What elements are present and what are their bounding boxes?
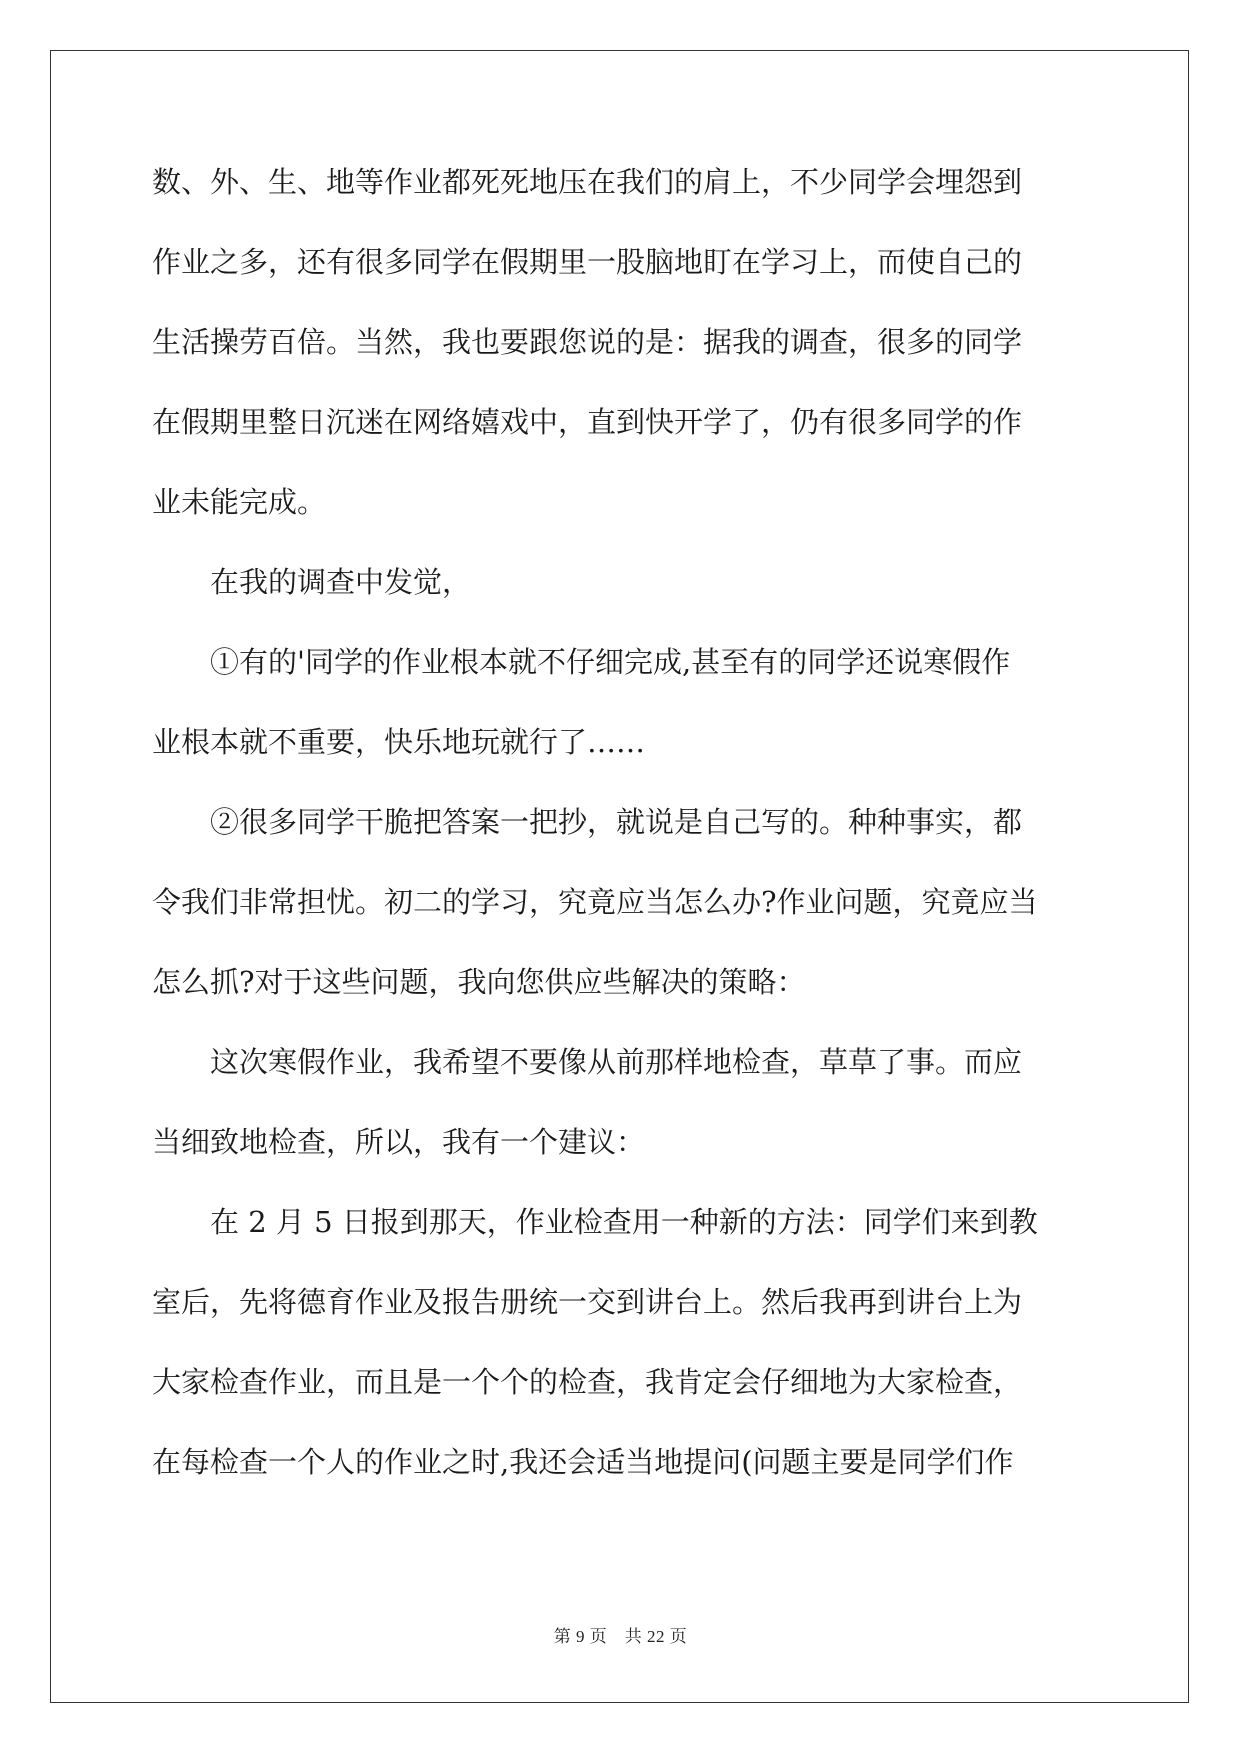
text-line: 令我们非常担忧。初二的学习，究竟应当怎么办?作业问题，究竟应当 (152, 885, 1038, 919)
text-line: 在每检查一个人的作业之时,我还会适当地提问(问题主要是同学们作 (152, 1445, 1014, 1479)
text-line: 这次寒假作业，我希望不要像从前那样地检查，草草了事。而应 (210, 1045, 1023, 1079)
text-line: 生活操劳百倍。当然，我也要跟您说的是：据我的调查，很多的同学 (152, 325, 1023, 359)
text-line: 业未能完成。 (152, 485, 327, 519)
text-line: 作业之多，还有很多同学在假期里一股脑地盯在学习上，而使自己的 (152, 245, 1023, 279)
text-line: 在 2 月 5 日报到那天，作业检查用一种新的方法：同学们来到教 (210, 1205, 1038, 1239)
text-line: 大家检查作业，而且是一个个的检查，我肯定会仔细地为大家检查， (152, 1365, 1023, 1399)
text-line: 在我的调查中发觉， (210, 565, 472, 599)
text-line: 室后，先将德育作业及报告册统一交到讲台上。然后我再到讲台上为 (152, 1285, 1023, 1319)
text-line: 数、外、生、地等作业都死死地压在我们的肩上，不少同学会埋怨到 (152, 165, 1023, 199)
text-line: ①有的'同学的作业根本就不仔细完成,甚至有的同学还说寒假作 (210, 645, 1011, 679)
text-line: 怎么抓?对于这些问题，我向您供应些解决的策略： (152, 965, 806, 999)
text-line: 在假期里整日沉迷在网络嬉戏中，直到快开学了，仍有很多同学的作 (152, 405, 1023, 439)
page-number: 第 9 页 共 22 页 (553, 1627, 688, 1646)
text-line: 业根本就不重要，快乐地玩就行了…… (152, 725, 646, 759)
text-line: ②很多同学干脆把答案一把抄，就说是自己写的。种种事实，都 (210, 805, 1023, 839)
text-line: 当细致地检查，所以，我有一个建议： (152, 1125, 646, 1159)
